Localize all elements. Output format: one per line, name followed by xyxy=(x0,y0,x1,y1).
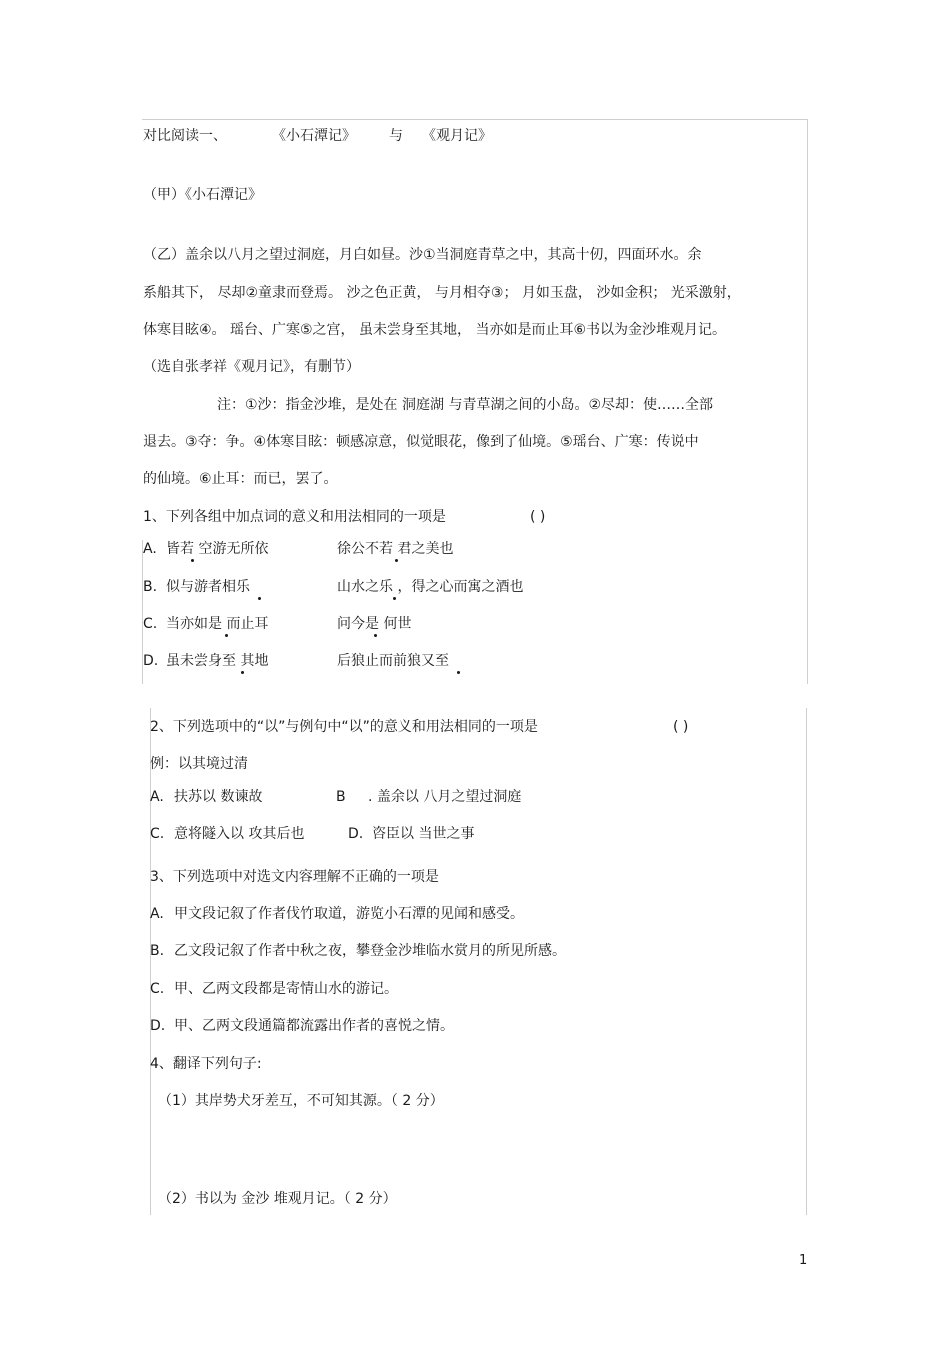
q3-option-letter: A. xyxy=(150,906,164,922)
q2-option-letter: C. xyxy=(150,826,165,842)
q2-option-text: 咨臣以 当世之事 xyxy=(372,826,475,842)
q4-item: （2）书以为 金沙 堆观月记。（ 2 分） xyxy=(158,1191,397,1207)
q1-answer-bracket: ( ) xyxy=(530,509,546,525)
header-title-a: 《小石潭记》 xyxy=(272,128,356,144)
emphasis-dot xyxy=(457,671,460,674)
passage-b-note: 的仙境。⑥止耳：而已，罢了。 xyxy=(143,471,338,487)
q2-option-letter: A. xyxy=(150,789,164,805)
q3-option-text: 甲文段记叙了作者伐竹取道，游览小石潭的见闻和感受。 xyxy=(174,906,524,922)
q2-option-text: . 盖余以 八月之望过洞庭 xyxy=(368,789,522,805)
header-connector: 与 xyxy=(389,128,403,144)
emphasis-dot xyxy=(395,559,398,562)
emphasis-dot xyxy=(191,559,194,562)
q3-option-letter: C. xyxy=(150,981,165,997)
q2-option-text: 意将隧入以 攻其后也 xyxy=(174,826,305,842)
q1-option-left: 当亦如是 而止耳 xyxy=(166,616,269,632)
passage-b-line: 系船其下， 尽却②童隶而登焉。 沙之色正黄， 与月相夺③； 月如玉盘， 沙如金积； 光采激射， xyxy=(143,285,741,301)
q1-option-letter: C. xyxy=(143,616,158,632)
q1-option-left: 似与游者相乐 xyxy=(166,579,250,595)
q2-option-letter: B xyxy=(336,789,346,805)
q1-option-letter: D. xyxy=(143,653,159,669)
q3-option-text: 甲、乙两文段通篇都流露出作者的喜悦之情。 xyxy=(174,1018,454,1034)
frame-right-line-lower xyxy=(806,708,807,1215)
q1-option-left: 皆若 空游无所依 xyxy=(166,541,269,557)
passage-b-line: （乙）盖余以八月之望过洞庭，月白如昼。沙①当洞庭青草之中，其高十仞，四面环水。余 xyxy=(143,247,702,263)
q3-option-text: 甲、乙两文段都是寄情山水的游记。 xyxy=(174,981,398,997)
q1-option-right: 问今是 何世 xyxy=(337,616,412,632)
q2-stem: 2、下列选项中的“以”与例句中“以”的意义和用法相同的一项是 xyxy=(150,719,538,735)
emphasis-dot xyxy=(241,671,244,674)
q1-stem: 1、下列各组中加点词的意义和用法相同的一项是 xyxy=(143,509,446,525)
passage-b-note: 注：①沙：指金沙堆，是处在 洞庭湖 与青草湖之间的小岛。②尽却：使……全部 xyxy=(217,397,714,413)
q1-option-left: 虽未尝身至 其地 xyxy=(166,653,269,669)
q2-option-text: 扶苏以 数谏故 xyxy=(174,789,263,805)
emphasis-dot xyxy=(258,597,261,600)
q3-option-letter: D. xyxy=(150,1018,166,1034)
q3-stem: 3、下列选项中对选文内容理解不正确的一项是 xyxy=(150,869,439,885)
q2-example: 例：以其境过清 xyxy=(150,756,248,772)
q4-stem: 4、翻译下列句子: xyxy=(150,1056,262,1072)
q2-answer-bracket: ( ) xyxy=(673,719,689,735)
frame-top-line xyxy=(142,119,808,120)
frame-right-line-upper xyxy=(807,119,808,684)
q4-item: （1）其岸势犬牙差互，不可知其源。（ 2 分） xyxy=(158,1093,444,1109)
frame-left-line-lower xyxy=(150,708,151,1215)
passage-b-line: 体寒目眩④。 瑶台、广寒⑤之宫， 虽未尝身至其地， 当亦如是而止耳⑥书以为金沙堆观月记。 xyxy=(143,322,727,338)
q2-option-letter: D. xyxy=(348,826,364,842)
q1-option-right: 徐公不若 君之美也 xyxy=(337,541,454,557)
q1-option-letter: B. xyxy=(143,579,158,595)
q1-option-letter: A. xyxy=(143,541,157,557)
header-title-b: 《观月记》 xyxy=(422,128,492,144)
q3-option-text: 乙文段记叙了作者中秋之夜，攀登金沙堆临水赏月的所见所感。 xyxy=(174,943,566,959)
emphasis-dot xyxy=(393,597,396,600)
q1-option-right: 后狼止而前狼又至 xyxy=(337,653,449,669)
q3-option-letter: B. xyxy=(150,943,165,959)
emphasis-dot xyxy=(374,634,377,637)
passage-b-note: 退去。③夺：争。④体寒目眩：顿感凉意，似觉眼花，像到了仙境。⑤瑶台、广寒：传说中 xyxy=(143,434,699,450)
passage-a-label: （甲）《小石潭记》 xyxy=(143,187,262,203)
header-prefix: 对比阅读一、 xyxy=(143,128,227,144)
emphasis-dot xyxy=(225,634,228,637)
q1-option-right: 山水之乐 ，得之心而寓之酒也 xyxy=(337,579,524,595)
page-number: 1 xyxy=(799,1253,808,1268)
passage-b-source: （选自张孝祥《观月记》，有删节） xyxy=(143,359,360,375)
